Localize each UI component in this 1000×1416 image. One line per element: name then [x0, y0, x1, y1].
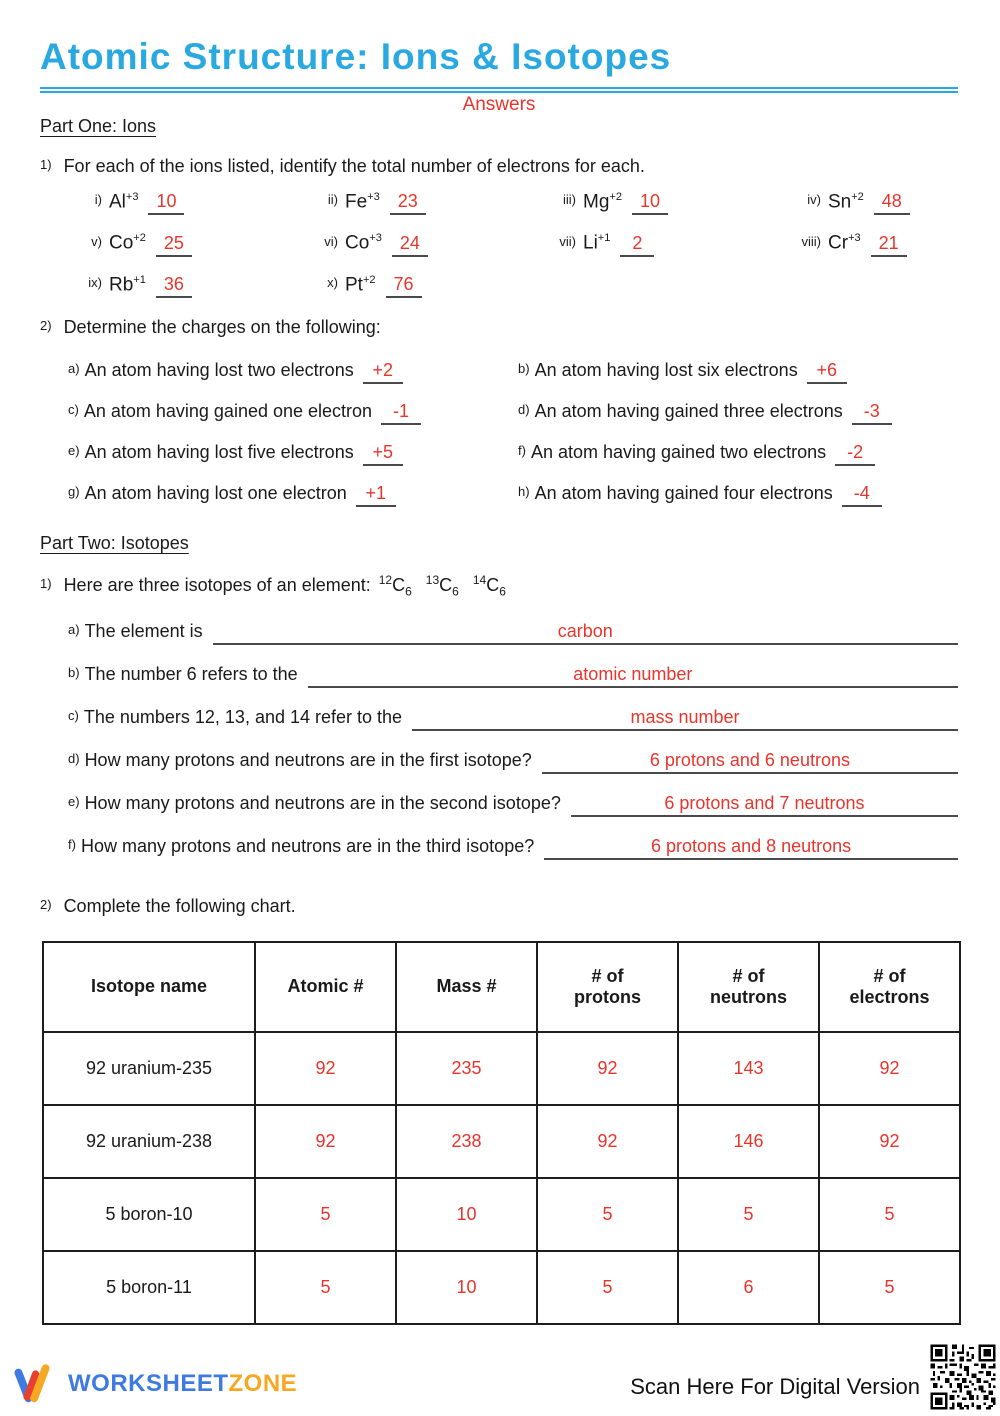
answer-cell: 5 [537, 1251, 678, 1324]
ion-item [306, 191, 544, 215]
ion-answer: 10 [148, 191, 184, 215]
item-letter: d) [68, 750, 80, 766]
ion-answer: 23 [390, 191, 426, 215]
answer-cell: 10 [396, 1251, 537, 1324]
item-letter: c) [68, 401, 79, 417]
ion-list [70, 191, 958, 298]
question-number: 1) [40, 157, 52, 172]
charge-item [518, 401, 958, 425]
item-letter: c) [68, 707, 79, 723]
ion-item [789, 232, 958, 256]
item-letter: f) [518, 442, 526, 458]
question-text: Determine the charges on the following: [63, 316, 381, 337]
col-header-electrons: # of electrons [819, 942, 960, 1032]
item-text: An atom having lost two electrons [84, 359, 354, 380]
charge-item [518, 483, 958, 507]
item-text: The number 6 refers to the [84, 663, 298, 684]
item-text: The element is [84, 620, 203, 641]
table-row [43, 1251, 960, 1324]
answer-cell: 6 [678, 1251, 819, 1324]
isotope-name-cell: 92 uranium-238 [43, 1105, 255, 1178]
table-row [43, 1178, 960, 1251]
ion-item [70, 274, 306, 298]
ion-answer: 10 [632, 191, 668, 215]
part-two-question-2 [40, 896, 958, 917]
charge-answer: +5 [363, 442, 403, 466]
answer-cell: 146 [678, 1105, 819, 1178]
ion-item [70, 232, 306, 256]
item-letter: a) [68, 621, 80, 637]
answer-cell: 92 [537, 1105, 678, 1178]
charge-item [68, 483, 518, 507]
ion-symbol: $Co^{+3}$ [345, 232, 382, 254]
isotope-answer: 6 protons and 8 neutrons [544, 836, 958, 860]
scan-label: Scan Here For Digital Version [630, 1374, 920, 1399]
charge-list [68, 360, 958, 507]
ion-symbol: $Al^{+3}$ [109, 191, 139, 213]
charge-answer: -2 [835, 442, 875, 466]
isotope-answer: atomic number [308, 664, 958, 688]
charge-answer: +2 [363, 360, 403, 384]
isotope-question [68, 793, 958, 817]
ion-numeral: viii) [801, 233, 821, 249]
item-letter: f) [68, 836, 76, 852]
isotope-question [68, 836, 958, 860]
isotope-answer: 6 protons and 7 neutrons [571, 793, 958, 817]
answer-cell: 5 [255, 1178, 396, 1251]
col-header-atomic: Atomic # [255, 942, 396, 1032]
ion-symbol: $Li^{+1}$ [583, 232, 611, 254]
charge-item [68, 442, 518, 466]
answer-cell: 92 [819, 1032, 960, 1105]
question-text: Here are three isotopes of an element: [63, 574, 371, 595]
logo-text: WORKSHEETZONE [68, 1370, 298, 1397]
col-header-protons: # of protons [537, 942, 678, 1032]
ion-item [789, 191, 958, 215]
ion-numeral: vi) [324, 233, 338, 249]
question-number: 2) [40, 896, 52, 912]
item-letter: g) [68, 483, 80, 499]
item-text: An atom having gained three electrons [534, 400, 843, 421]
answer-cell: 235 [396, 1032, 537, 1105]
isotope-answer: mass number [412, 707, 958, 731]
item-text: An atom having gained four electrons [534, 482, 833, 503]
part-one-question-1 [40, 156, 958, 177]
ion-numeral: ii) [327, 192, 338, 208]
item-text: How many protons and neutrons are in the third isotope? [80, 835, 535, 856]
ion-symbol: $Rb^{+1}$ [109, 273, 146, 295]
charge-item [518, 442, 958, 466]
ion-numeral: ix) [88, 274, 102, 290]
isotope-question-list [68, 621, 958, 860]
answer-cell: 5 [819, 1251, 960, 1324]
answer-cell: 143 [678, 1032, 819, 1105]
item-letter: e) [68, 793, 80, 809]
ion-symbol: $Sn^{+2}$ [828, 191, 864, 213]
ion-item [306, 232, 544, 256]
part-one-question-2 [40, 317, 958, 338]
answer-cell: 92 [255, 1105, 396, 1178]
col-header-isotope-name: Isotope name [43, 942, 255, 1032]
isotope-question [68, 707, 958, 731]
item-text: An atom having gained two electrons [530, 441, 827, 462]
item-text: An atom having lost five electrons [84, 441, 354, 462]
question-number: 1) [40, 575, 52, 591]
item-text: The numbers 12, 13, and 14 refer to the [83, 706, 403, 727]
charge-item [68, 360, 518, 384]
ion-answer: 24 [392, 233, 428, 257]
ion-answer: 48 [874, 191, 910, 215]
item-letter: e) [68, 442, 80, 458]
ion-numeral: v) [91, 233, 102, 249]
item-letter: a) [68, 360, 80, 376]
answer-cell: 10 [396, 1178, 537, 1251]
worksheetzone-logo [14, 1364, 297, 1404]
answer-cell: 5 [819, 1178, 960, 1251]
page-title: Atomic Structure: Ions & Isotopes [40, 36, 672, 77]
isotope-name-cell: 5 boron-10 [43, 1178, 255, 1251]
ion-symbol: $Co^{+2}$ [109, 232, 146, 254]
col-header-mass: Mass # [396, 942, 537, 1032]
part-two-question-1 [40, 573, 958, 599]
isotope-name-cell: 5 boron-11 [43, 1251, 255, 1324]
ion-numeral: iii) [563, 192, 576, 208]
ion-item [544, 232, 789, 256]
part-one-heading: Part One: Ions [40, 116, 157, 136]
ion-item [544, 191, 789, 215]
ion-answer: 25 [156, 233, 192, 257]
ion-answer: 2 [620, 233, 654, 257]
ion-item [70, 191, 306, 215]
ion-answer: 21 [871, 233, 907, 257]
charge-item [68, 401, 518, 425]
col-header-neutrons: # of neutrons [678, 942, 819, 1032]
table-header-row [43, 942, 960, 1032]
item-text: How many protons and neutrons are in the first isotope? [84, 749, 532, 770]
charge-answer: -1 [381, 401, 421, 425]
item-letter: b) [68, 664, 80, 680]
answer-cell: 92 [819, 1105, 960, 1178]
ion-item [306, 274, 544, 298]
item-text: An atom having gained one electron [83, 400, 373, 421]
charge-item [518, 360, 958, 384]
isotope-answer: 6 protons and 6 neutrons [542, 750, 958, 774]
question-number: 2) [40, 317, 52, 333]
page-footer [0, 1340, 1000, 1416]
isotope-name-cell: 92 uranium-235 [43, 1032, 255, 1105]
isotope-question [68, 750, 958, 774]
title-divider [40, 87, 958, 93]
question-text: Complete the following chart. [63, 895, 296, 916]
question-text: For each of the ions listed, identify the total number of electrons for each. [63, 156, 645, 176]
item-letter: b) [518, 360, 530, 376]
answer-cell: 5 [255, 1251, 396, 1324]
ion-answer: 76 [386, 274, 422, 298]
answer-cell: 92 [255, 1032, 396, 1105]
answer-cell: 5 [537, 1178, 678, 1251]
item-text: An atom having lost one electron [84, 482, 347, 503]
ion-numeral: i) [94, 192, 102, 208]
answers-label: Answers [462, 94, 536, 115]
item-letter: d) [518, 401, 530, 417]
item-text: An atom having lost six electrons [534, 359, 798, 380]
ion-answer: 36 [156, 274, 192, 298]
answer-cell: 238 [396, 1105, 537, 1178]
item-text: How many protons and neutrons are in the second isotope? [84, 792, 561, 813]
ion-numeral: vii) [559, 233, 576, 249]
table-row [43, 1105, 960, 1178]
part-two-heading: Part Two: Isotopes [40, 532, 189, 553]
charge-answer: +6 [807, 360, 847, 384]
isotope-chart [42, 941, 961, 1325]
table-row [43, 1032, 960, 1105]
qr-code [928, 1342, 998, 1412]
isotope-question [68, 621, 958, 645]
ion-numeral: iv) [807, 192, 821, 208]
ion-numeral: x) [327, 274, 338, 290]
answer-cell: 92 [537, 1032, 678, 1105]
logo-w-icon [14, 1364, 60, 1404]
isotope-question [68, 664, 958, 688]
ion-symbol: $Mg^{+2}$ [583, 191, 622, 213]
ion-symbol: $Fe^{+3}$ [345, 191, 380, 213]
charge-answer: -3 [852, 401, 892, 425]
ion-symbol: $Cr^{+3}$ [828, 232, 861, 254]
ion-symbol: $Pt^{+2}$ [345, 273, 376, 295]
charge-answer: +1 [356, 483, 396, 507]
isotope-notation: $^{12}C_6^{13}C_6^{14}C_6$ [378, 572, 506, 599]
charge-answer: -4 [842, 483, 882, 507]
isotope-answer: carbon [213, 621, 958, 645]
item-letter: h) [518, 483, 530, 499]
answer-cell: 5 [678, 1178, 819, 1251]
